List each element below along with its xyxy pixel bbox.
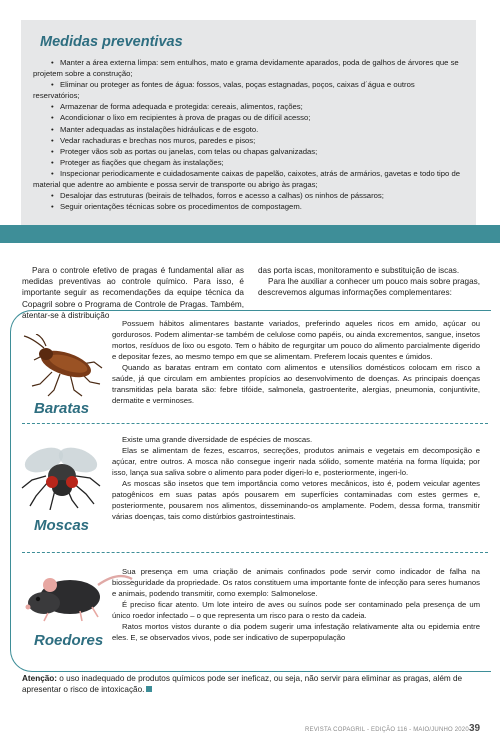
intro-paragraph: das porta iscas, monitoramento e substituição de iscas. [258, 266, 460, 275]
pest-description: Possuem hábitos alimentares bastante variados, preferindo aqueles ricos em amido, açúcar ou gordurosos. Podem alimentar-se também de celulose como papéis, ou ainda excrementos, sangue, insetos mortos, resíduos de lixo ou esgoto. Tem o hábito de regurgitar um pouco do alimento parcialmente digerido e depositar fezes, ao mesmo tempo em que se alimentam. Preferem locais quentes e úmidos. Quando as baratas entram em contato com alimentos e utensílios domésticos colocam em risco a saúde, já que circulam em ambientes propícios ao desenvolvimento de doenças. As principais doenças transmitidas pela barata são: febre tifóide, salmonela, gastroenterite, alergias, pneumonia, conjuntivite, dermatite e verminoses. [112, 319, 480, 405]
fly-illustration [18, 440, 104, 510]
intro-paragraph: Para o controle efetivo de pragas é fundamental aliar as medidas preventivas ao controle químico. Para isso, é importante seguir as recomendações da equipe técnica da Copagril sobre o Programa de Controle de Pragas. Também, atentar-se à distribuição [22, 266, 244, 320]
pest-separator [22, 552, 488, 553]
warning-text: o uso inadequado de produtos químicos pode ser ineficaz, ou seja, não servir para eliminar as pragas, além de apresentar o risco de intoxicação. [22, 674, 463, 695]
warning-label: Atenção: [22, 674, 58, 683]
preventive-box-accent [0, 225, 500, 243]
pest-name: Baratas [34, 400, 90, 417]
preventive-item: • Seguir orientações técnicas sobre os procedimentos de compostagem. [51, 202, 302, 212]
preventive-item: • Manter a área externa limpa: sem entulhos, mato e grama devidamente aparados, poda de galhos de árvores que se projetem sobre a construção; [33, 58, 459, 79]
warning-note [22, 673, 482, 696]
cockroach-illustration [22, 334, 104, 398]
preventive-item: • Inspecionar periodicamente e cuidadosamente caixas de papelão, caixotes, atrás de armários, gavetas e todo tipo de material que adentre ao ambiente e possa servir de transporte ou abrigo às pragas; [33, 168, 460, 190]
preventive-item: • Eliminar ou proteger as fontes de água: fossos, valas, poças estagnadas, poços, caixas d´água e outros reservatórios; [33, 80, 415, 101]
pest-name: Roedores [34, 632, 104, 649]
pest-description: Sua presença em uma criação de animais confinados pode servir como indicador de falha na biosseguridade da propriedade. Os ratos constituem uma importante fonte de infecção para seres humanos e animais, podendo transmitir, como exemplo: Salmonelose. É preciso ficar atento. Um lote inteiro de aves ou suínos pode ser contaminado pela presença de um único roedor infectado – o que representa um risco para o resto da cadeia. Ratos mortos vistos durante o dia podem sugerir uma infestação relativamente alta ou epidemia entre eles. E, se observados vivos, pode ser indicativo de superpopulação [112, 567, 480, 642]
page-number: 39 [469, 723, 481, 734]
pest-name: Moscas [34, 517, 90, 534]
intro-paragraph: Para lhe auxiliar a conhecer um pouco mais sobre pragas, descrevemos algumas informações complementares: [258, 277, 480, 298]
preventive-item: • Proteger as fiações que chegam às instalações; [51, 157, 224, 167]
preventive-item: • Armazenar de forma adequada e protegida: cereais, alimentos, rações; [51, 102, 303, 112]
preventive-title: Medidas preventivas [40, 34, 183, 50]
preventive-item: • Vedar rachaduras e brechas nos muros, paredes e pisos; [51, 135, 256, 145]
footer-text: REVISTA COPAGRIL - EDIÇÃO 116 - MAIO/JUNHO 2020 [305, 727, 469, 733]
pest-separator [22, 423, 488, 424]
preventive-list [33, 57, 463, 212]
preventive-item: • Proteger vãos sob as portas ou janelas, com telas ou chapas galvanizadas; [51, 146, 318, 156]
preventive-item: • Manter adequadas as instalações hidráulicas e de esgoto. [51, 124, 259, 134]
preventive-item: • Desalojar das estruturas (beirais de telhados, forros e acesso a calhas) os ninhos de pássaros; [51, 191, 384, 201]
intro-right-column [258, 265, 480, 299]
end-of-article-icon [146, 686, 152, 692]
pest-description: Existe uma grande diversidade de espécies de moscas. Elas se alimentam de fezes, escarros, secreções, produtos animais e vegetais em decomposição e açúcar, entre outros. A mosca não consegue ingerir nada sólido, somente matéria na forma líquida; por isso, lança sua saliva sobre o alimento para poder digeri-lo e, posteriormente, ingeri-lo. As moscas são insetos que tem importância como vetores mecânicos, isto é, podem veicular agentes patogênicos em suas patas após pousarem em superfícies contaminadas com estes germes e, posteriormente, pousarem nos alimentos, disseminando-os amplamente. Podem, dessa forma, transmitir várias doenças, tais como distúrbios gastrointestinais. [112, 435, 480, 521]
preventive-item: • Acondicionar o lixo em recipientes à prova de pragas ou de difícil acesso; [51, 113, 311, 123]
